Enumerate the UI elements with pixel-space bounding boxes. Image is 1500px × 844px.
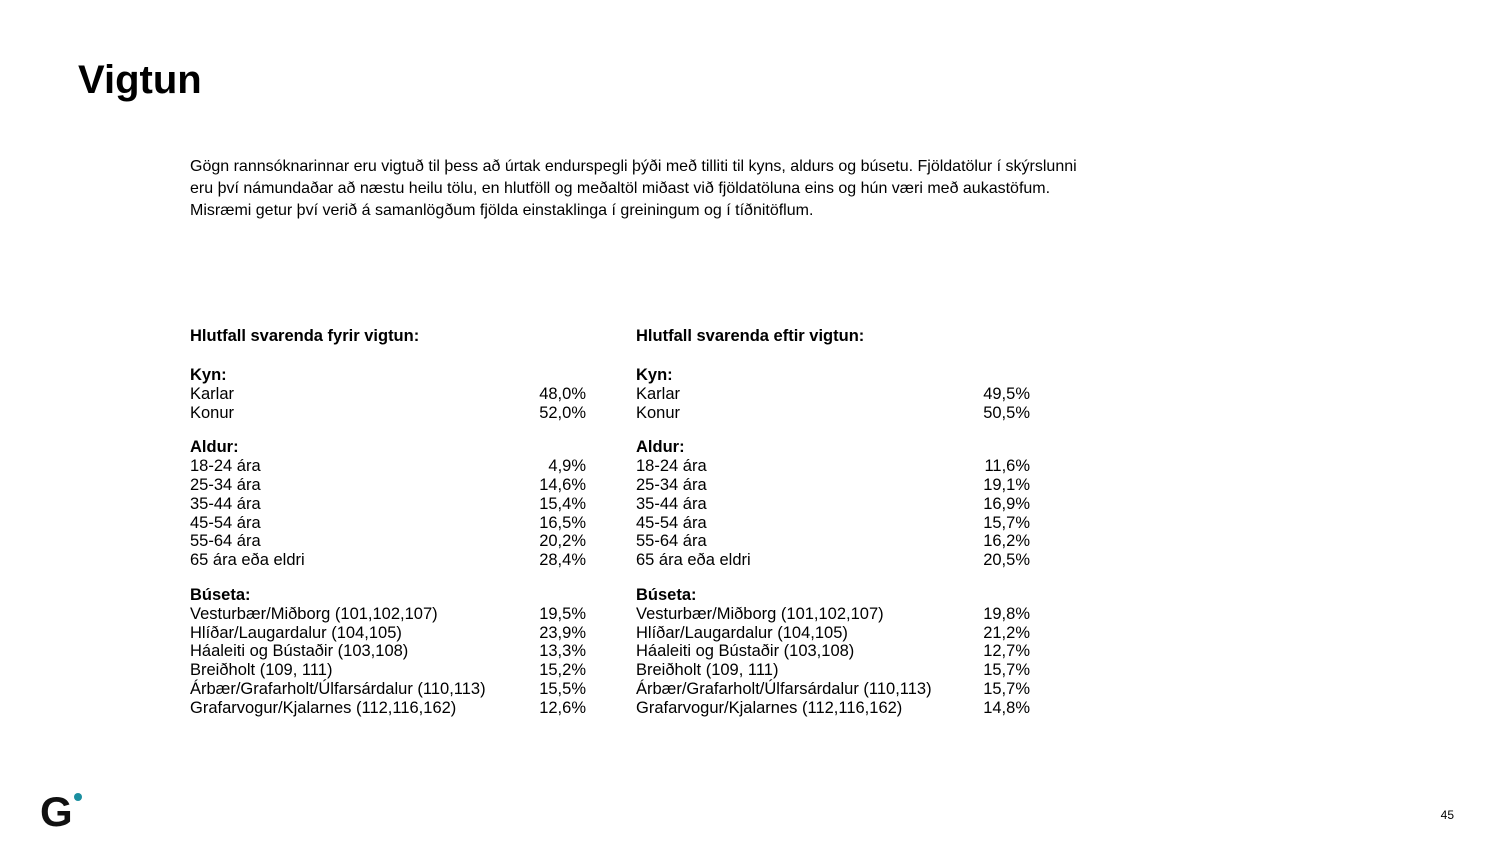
row-label: 35-44 ára xyxy=(190,494,261,513)
table-row xyxy=(636,699,1030,718)
table-row xyxy=(190,532,586,551)
row-value: 28,4% xyxy=(539,551,586,570)
row-label: 55-64 ára xyxy=(190,532,261,551)
table-row xyxy=(190,514,586,533)
table-row xyxy=(636,605,1030,624)
row-value: 19,1% xyxy=(983,475,1030,494)
group-label: Aldur: xyxy=(190,438,239,457)
intro-paragraph xyxy=(190,156,1150,222)
row-value: 49,5% xyxy=(983,384,1030,403)
table-row xyxy=(636,495,1030,514)
row-label: Háaleiti og Bústaðir (103,108) xyxy=(636,642,855,661)
table-row xyxy=(636,642,1030,661)
row-value: 14,8% xyxy=(983,698,1030,717)
row-label: Vesturbær/Miðborg (101,102,107) xyxy=(636,604,884,623)
row-label: Konur xyxy=(636,403,681,422)
row-value: 20,2% xyxy=(539,532,586,551)
row-value: 16,9% xyxy=(983,494,1030,513)
group-label: Kyn: xyxy=(190,366,227,384)
row-label: Grafarvogur/Kjalarnes (112,116,162) xyxy=(190,698,457,717)
row-value: 16,5% xyxy=(539,513,586,532)
table-row xyxy=(190,551,586,570)
intro-line: Misræmi getur því verið á samanlögðum fjölda einstaklinga í greiningum og í tíðnitöflum. xyxy=(190,202,814,219)
residence-group xyxy=(636,586,1030,718)
logo xyxy=(40,790,88,832)
row-value: 12,6% xyxy=(539,698,586,717)
logo-dot xyxy=(74,793,82,801)
row-value: 50,5% xyxy=(983,403,1030,422)
row-label: Hlíðar/Laugardalur (104,105) xyxy=(190,623,402,642)
row-label: Karlar xyxy=(636,384,681,403)
row-label: Konur xyxy=(190,403,235,422)
table-row xyxy=(190,661,586,680)
row-value: 11,6% xyxy=(984,457,1030,476)
table-row xyxy=(636,551,1030,570)
row-value: 23,9% xyxy=(539,623,586,642)
row-label: Breiðholt (109, 111) xyxy=(190,661,333,680)
row-value: 21,2% xyxy=(983,623,1030,642)
before-weighting-table xyxy=(190,325,586,734)
gender-group xyxy=(636,366,1030,422)
row-label: 45-54 ára xyxy=(190,513,261,532)
row-label: Árbær/Grafarholt/Úlfarsárdalur (110,113) xyxy=(190,679,486,698)
table-row xyxy=(190,605,586,624)
page-title: Vigtun xyxy=(78,58,202,102)
row-value: 13,3% xyxy=(539,642,586,661)
group-label: Kyn: xyxy=(636,366,673,384)
group-label: Búseta: xyxy=(190,585,251,604)
table-heading: Hlutfall svarenda eftir vigtun: xyxy=(636,327,865,345)
row-label: 55-64 ára xyxy=(636,532,707,551)
row-value: 15,7% xyxy=(983,513,1030,532)
age-group xyxy=(190,438,586,570)
row-value: 15,4% xyxy=(539,494,586,513)
row-value: 19,5% xyxy=(539,604,586,623)
row-value: 15,2% xyxy=(539,661,586,680)
table-heading: Hlutfall svarenda fyrir vigtun: xyxy=(190,327,420,345)
table-row xyxy=(190,404,586,423)
table-row xyxy=(190,495,586,514)
row-label: Vesturbær/Miðborg (101,102,107) xyxy=(190,604,438,623)
table-row xyxy=(636,385,1030,404)
residence-group xyxy=(190,586,586,718)
row-value: 4,9% xyxy=(548,457,586,476)
group-label: Aldur: xyxy=(636,438,685,457)
table-row xyxy=(190,476,586,495)
row-label: 35-44 ára xyxy=(636,494,707,513)
table-row xyxy=(190,699,586,718)
table-row xyxy=(636,680,1030,699)
row-label: 25-34 ára xyxy=(190,475,261,494)
row-value: 12,7% xyxy=(983,642,1030,661)
row-label: Breiðholt (109, 111) xyxy=(636,661,779,680)
page-number: 45 xyxy=(1440,808,1454,822)
row-value: 16,2% xyxy=(983,532,1030,551)
row-value: 15,7% xyxy=(983,679,1030,698)
row-value: 15,5% xyxy=(539,679,586,698)
table-row xyxy=(190,457,586,476)
row-label: 18-24 ára xyxy=(190,457,261,476)
table-row xyxy=(636,404,1030,423)
row-label: Karlar xyxy=(190,384,235,403)
row-label: 45-54 ára xyxy=(636,513,707,532)
table-row xyxy=(190,680,586,699)
table-row xyxy=(636,661,1030,680)
row-label: Grafarvogur/Kjalarnes (112,116,162) xyxy=(636,698,903,717)
table-row xyxy=(636,624,1030,643)
table-row xyxy=(190,385,586,404)
table-row xyxy=(190,624,586,643)
table-row xyxy=(636,514,1030,533)
row-label: Hlíðar/Laugardalur (104,105) xyxy=(636,623,848,642)
age-group xyxy=(636,438,1030,570)
logo-letter: G xyxy=(40,790,73,832)
group-label: Búseta: xyxy=(636,585,697,604)
row-value: 14,6% xyxy=(539,475,586,494)
row-label: 18-24 ára xyxy=(636,457,707,476)
table-row xyxy=(190,642,586,661)
row-label: 65 ára eða eldri xyxy=(636,551,751,570)
gender-group xyxy=(190,366,586,422)
row-value: 20,5% xyxy=(983,551,1030,570)
row-label: Árbær/Grafarholt/Úlfarsárdalur (110,113) xyxy=(636,679,932,698)
row-value: 52,0% xyxy=(539,403,586,422)
intro-line: Gögn rannsóknarinnar eru vigtuð til þess að úrtak endurspegli þýði með tilliti til kyns, aldurs og búsetu. Fjöldatölur í skýrslunni xyxy=(190,158,1077,175)
row-label: Háaleiti og Bústaðir (103,108) xyxy=(190,642,409,661)
table-row xyxy=(636,476,1030,495)
row-value: 19,8% xyxy=(983,604,1030,623)
intro-line: eru því námundaðar að næstu heilu tölu, en hlutföll og meðaltöl miðast við fjöldatöluna eins og hún væri með aukastöfum. xyxy=(190,180,1051,197)
row-value: 48,0% xyxy=(539,384,586,403)
g-logo-icon xyxy=(40,790,88,832)
row-value: 15,7% xyxy=(983,661,1030,680)
row-label: 25-34 ára xyxy=(636,475,707,494)
table-row xyxy=(636,532,1030,551)
table-row xyxy=(636,457,1030,476)
row-label: 65 ára eða eldri xyxy=(190,551,305,570)
after-weighting-table xyxy=(636,325,1030,734)
